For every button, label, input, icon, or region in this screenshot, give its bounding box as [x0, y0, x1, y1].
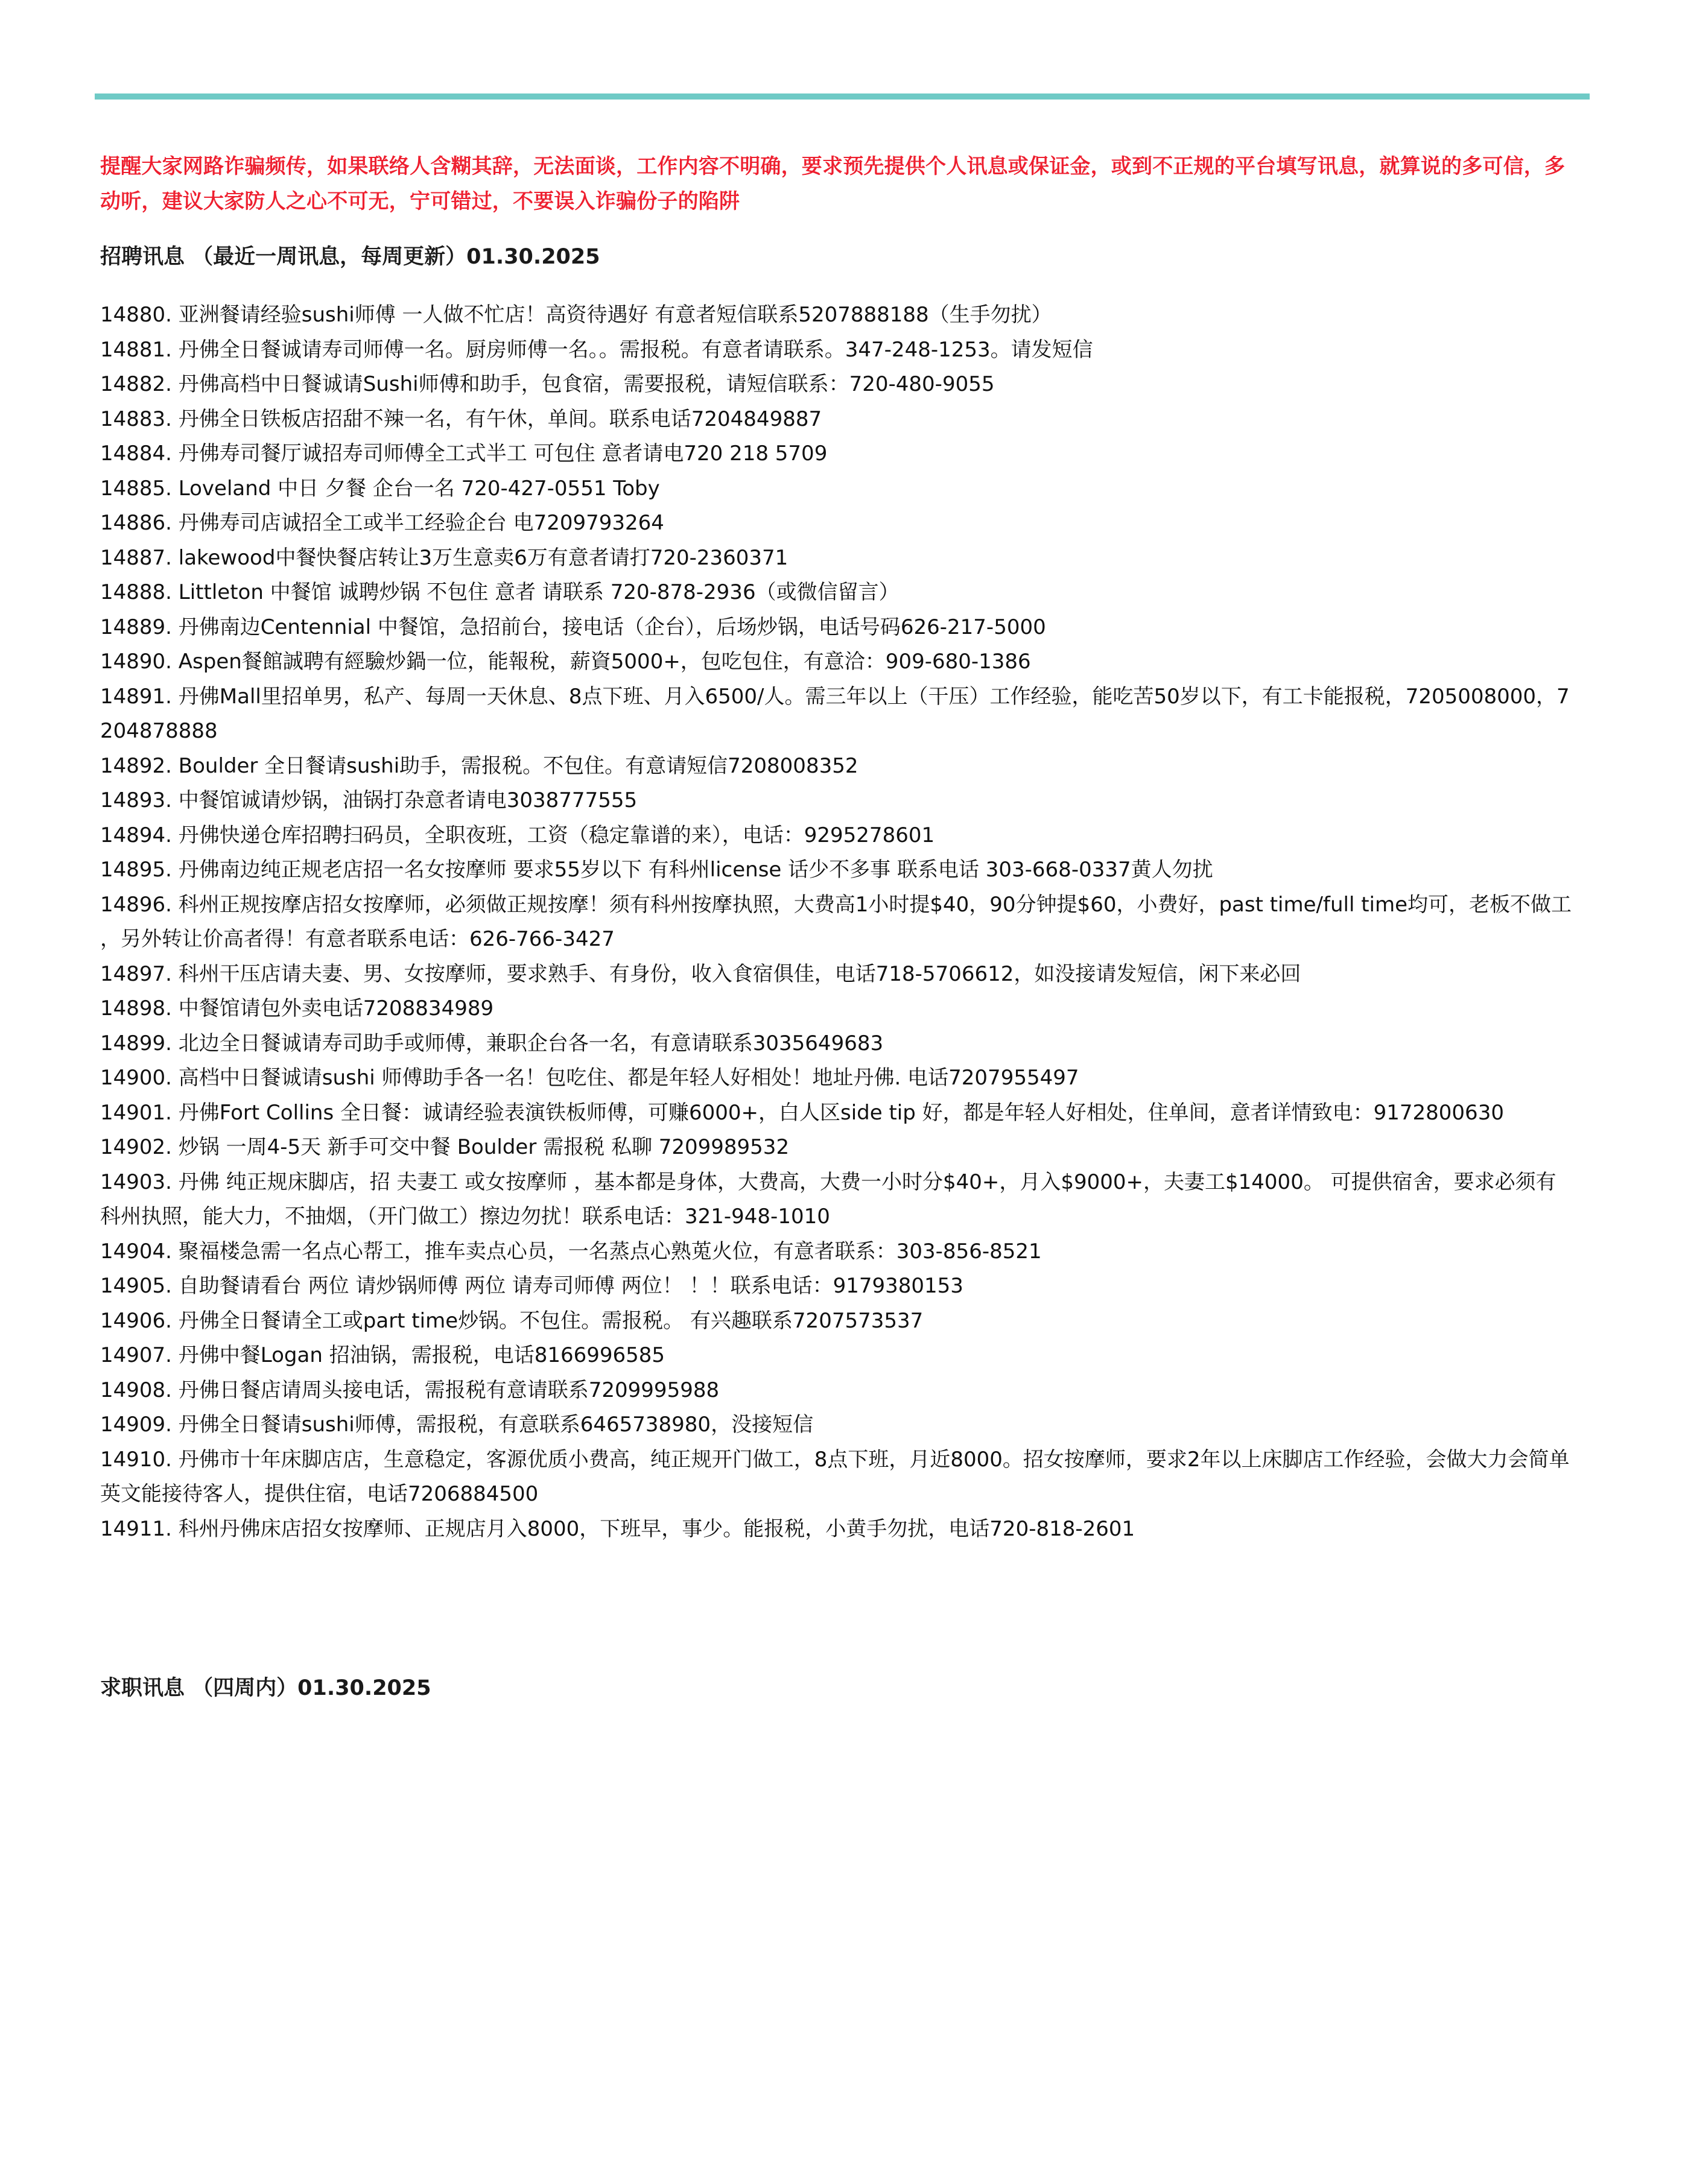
listing-item: 14899. 北边全日餐诚请寿司助手或师傅，兼职企台各一名，有意请联系3035649683 [100, 1031, 884, 1056]
listing-item: 14892. Boulder 全日餐请sushi助手，需报税。不包住。有意请短信7208008352 [100, 753, 858, 778]
listing-item: 14881. 丹佛全日餐诚请寿司师傅一名。厨房师傅一名。。需报税。有意者请联系。347-248-1253。请发短信 [100, 337, 1093, 362]
listing-item: 14893. 中餐馆诚请炒锅，油锅打杂意者请电3038777555 [100, 788, 638, 812]
listing-item: 14895. 丹佛南边纯正规老店招一名女按摩师 要求55岁以下 有科州license 话少不多事 联系电话 303-668-0337黄人勿扰 [100, 858, 1213, 882]
listing-item: 14910. 丹佛市十年床脚店店，生意稳定，客源优质小费高，纯正规开门做工，8点下班，月近8000。招女按摩师，要求2年以上床脚店工作经验，会做大力会简单英文能接待客人，提供住宿，电话7206884500 [100, 1447, 1570, 1506]
scam-warning-notice: 提醒大家网路诈骗频传，如果联络人含糊其辞，无法面谈，工作内容不明确，要求预先提供个人讯息或保证金，或到不正规的平台填写讯息，就算说的多可信，多动听，建议大家防人之心不可无，宁可错过，不要误入诈骗份子的陷阱 [100, 154, 1566, 214]
job-seeking-heading: 求职讯息 （四周内）01.30.2025 [100, 1676, 431, 1700]
listing-item: 14904. 聚福楼急需一名点心帮工，推车卖点心员，一名蒸点心熟莵火位，有意者联系：303-856-8521 [100, 1239, 1042, 1264]
recruitment-heading: 招聘讯息 （最近一周讯息，每周更新）01.30.2025 [100, 245, 600, 269]
listing-item: 14911. 科州丹佛床店招女按摩师、正规店月入8000，下班早，事少。能报税，小黄手勿扰，电话720-818-2601 [100, 1516, 1135, 1541]
listing-item: 14889. 丹佛南边Centennial 中餐馆，急招前台，接电话（企台），后场炒锅，电话号码626-217-5000 [100, 615, 1046, 639]
listing-item: 14897. 科州干压店请夫妻、男、女按摩师，要求熟手、有身份，收入食宿俱佳，电话718-5706612，如没接请发短信，闲下来必回 [100, 961, 1301, 986]
listing-item: 14882. 丹佛高档中日餐诚请Sushi师傅和助手，包食宿，需要报税，请短信联系：720-480-9055 [100, 372, 995, 396]
listing-item: 14901. 丹佛Fort Collins 全日餐：诚请经验表演铁板师傅，可赚6000+，白人区side tip 好，都是年轻人好相处，住单间，意者详情致电：9172800630 [100, 1100, 1504, 1125]
listing-item: 14886. 丹佛寿司店诚招全工或半工经验企台 电7209793264 [100, 511, 664, 535]
listing-item: 14887. lakewood中餐快餐店转让3万生意卖6万有意者请打720-2360371 [100, 545, 788, 570]
listing-item: 14906. 丹佛全日餐请全工或part time炒锅。不包住。需报税。 有兴趣联系7207573537 [100, 1308, 924, 1333]
listing-item: 14902. 炒锅 一周4-5天 新手可交中餐 Boulder 需报税 私聊 7209989532 [100, 1135, 790, 1159]
listing-item: 14880. 亚洲餐请经验sushi师傅 一人做不忙店！高资待遇好 有意者短信联系5207888188（生手勿扰） [100, 303, 1052, 327]
listing-item: 14894. 丹佛快递仓库招聘扫码员，全职夜班，工资（稳定靠谱的来），电话：9295278601 [100, 823, 935, 847]
listing-item: 14900. 高档中日餐诚请sushi 师傅助手各一名！包吃住、都是年轻人好相处！地址丹佛. 电话7207955497 [100, 1066, 1079, 1090]
listing-item: 14903. 丹佛 纯正规床脚店，招 夫妻工 或女按摩师 ，基本都是身体，大费高，大费一小时分$40+，月入$9000+，夫妻工$14000。 可提供宿舍，要求必须有科州执照，能大力，不抽烟，（开门做工）擦边勿扰！联系电话：321-948-1010 [100, 1170, 1556, 1229]
listing-item: 14888. Littleton 中餐馆 诚聘炒锅 不包住 意者 请联系 720-878-2936（或微信留言） [100, 580, 900, 604]
listing-item: 14908. 丹佛日餐店请周头接电话，需报税有意请联系7209995988 [100, 1378, 720, 1402]
listing-item: 14884. 丹佛寿司餐厅诚招寿司师傅全工式半工 可包住 意者请电720 218 5709 [100, 442, 828, 466]
top-divider [95, 93, 1590, 100]
listing-item: 14890. Aspen餐館誠聘有經驗炒鍋一位，能報稅，薪資5000+，包吃包住，有意洽：909-680-1386 [100, 650, 1031, 674]
listing-item: 14885. Loveland 中日 夕餐 企台一名 720-427-0551 Toby [100, 476, 660, 501]
listing-item: 14891. 丹佛Mall里招单男，私产、每周一天休息、8点下班、月入6500/人。需三年以上（干压）工作经验，能吃苦50岁以下，有工卡能报税，7205008000，7204878888 [100, 684, 1570, 743]
listing-item: 14909. 丹佛全日餐请sushi师傅，需报税，有意联系6465738980，没接短信 [100, 1413, 814, 1437]
listing-item: 14898. 中餐馆请包外卖电话7208834989 [100, 996, 494, 1021]
recruitment-listings [100, 298, 1572, 1546]
listing-item: 14907. 丹佛中餐Logan 招油锅，需报税，电话8166996585 [100, 1343, 665, 1367]
listing-item: 14883. 丹佛全日铁板店招甜不辣一名，有午休，单间。联系电话7204849887 [100, 407, 822, 431]
listing-item: 14905. 自助餐请看台 两位 请炒锅师傅 两位 请寿司师傅 两位！ ！！联系电话：9179380153 [100, 1274, 963, 1298]
listing-item: 14896. 科州正规按摩店招女按摩师，必须做正规按摩！须有科州按摩执照，大费高1小时提$40，90分钟提$60，小费好，past time/full time均可，老板不做工 ，另外转让价高者得！有意者联系电话：626-766-3427 [100, 892, 1572, 951]
